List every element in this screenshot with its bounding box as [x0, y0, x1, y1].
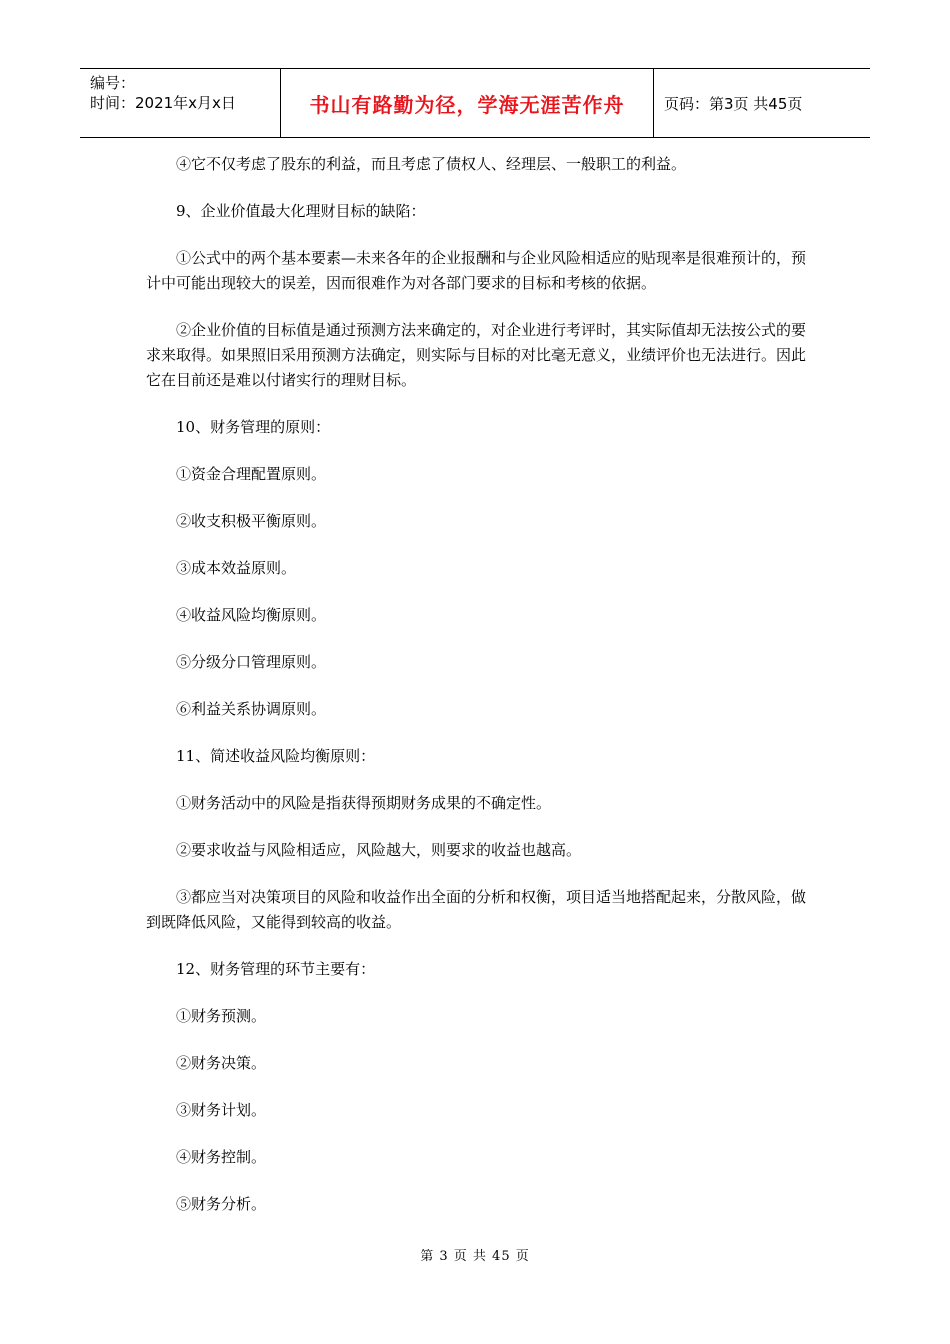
- list-item: ④收益风险均衡原则。: [176, 606, 327, 624]
- paragraph: ②企业价值的目标值是通过预测方法来确定的，对企业进行考评时，其实际值却无法按公式的要求来取得。如果照旧采用预测方法确定，则实际与目标的对比毫无意义，业绩评价也无法进行。因此它在目前还是难以付诸实行的理财目标。: [146, 321, 807, 389]
- document-id-label: 编号：: [90, 74, 136, 92]
- list-item: ⑤分级分口管理原则。: [176, 653, 327, 671]
- list-item: ③财务计划。: [176, 1101, 267, 1119]
- header-slogan: 书山有路勤为径，学海无涯苦作舟: [281, 69, 654, 137]
- list-item: ④财务控制。: [176, 1148, 267, 1166]
- list-item: ⑥利益关系协调原则。: [176, 700, 327, 718]
- section-heading: 9、企业价值最大化理财目标的缺陷：: [176, 202, 426, 220]
- paragraph: ①公式中的两个基本要素—未来各年的企业报酬和与企业风险相适应的贴现率是很难预计的，预计中可能出现较大的误差，因而很难作为对各部门要求的目标和考核的依据。: [146, 249, 807, 292]
- page-footer: 第 3 页 共 45 页: [420, 1249, 530, 1264]
- list-item: ①资金合理配置原则。: [176, 465, 327, 483]
- section-heading: 11、简述收益风险均衡原则：: [176, 747, 376, 765]
- paragraph: ④它不仅考虑了股东的利益，而且考虑了债权人、经理层、一般职工的利益。: [176, 155, 687, 173]
- list-item: ①财务活动中的风险是指获得预期财务成果的不确定性。: [176, 794, 552, 812]
- list-item: ①财务预测。: [176, 1007, 267, 1025]
- paragraph: ③都应当对决策项目的风险和收益作出全面的分析和权衡，项目适当地搭配起来，分散风险，做到既降低风险，又能得到较高的收益。: [146, 888, 807, 931]
- list-item: ③成本效益原则。: [176, 559, 297, 577]
- document-date-label: 时间：2021年x月x日: [90, 94, 236, 112]
- list-item: ②财务决策。: [176, 1054, 267, 1072]
- document-body: [146, 152, 806, 1217]
- section-heading: 12、财务管理的环节主要有：: [176, 960, 376, 978]
- header-page-label: 页码：第3页 共45页: [664, 94, 803, 113]
- list-item: ⑤财务分析。: [176, 1195, 267, 1213]
- list-item: ②要求收益与风险相适应，风险越大，则要求的收益也越高。: [176, 841, 582, 859]
- page-header: [80, 68, 870, 138]
- list-item: ②收支积极平衡原则。: [176, 512, 327, 530]
- section-heading: 10、财务管理的原则：: [176, 418, 331, 436]
- header-meta: [80, 69, 281, 137]
